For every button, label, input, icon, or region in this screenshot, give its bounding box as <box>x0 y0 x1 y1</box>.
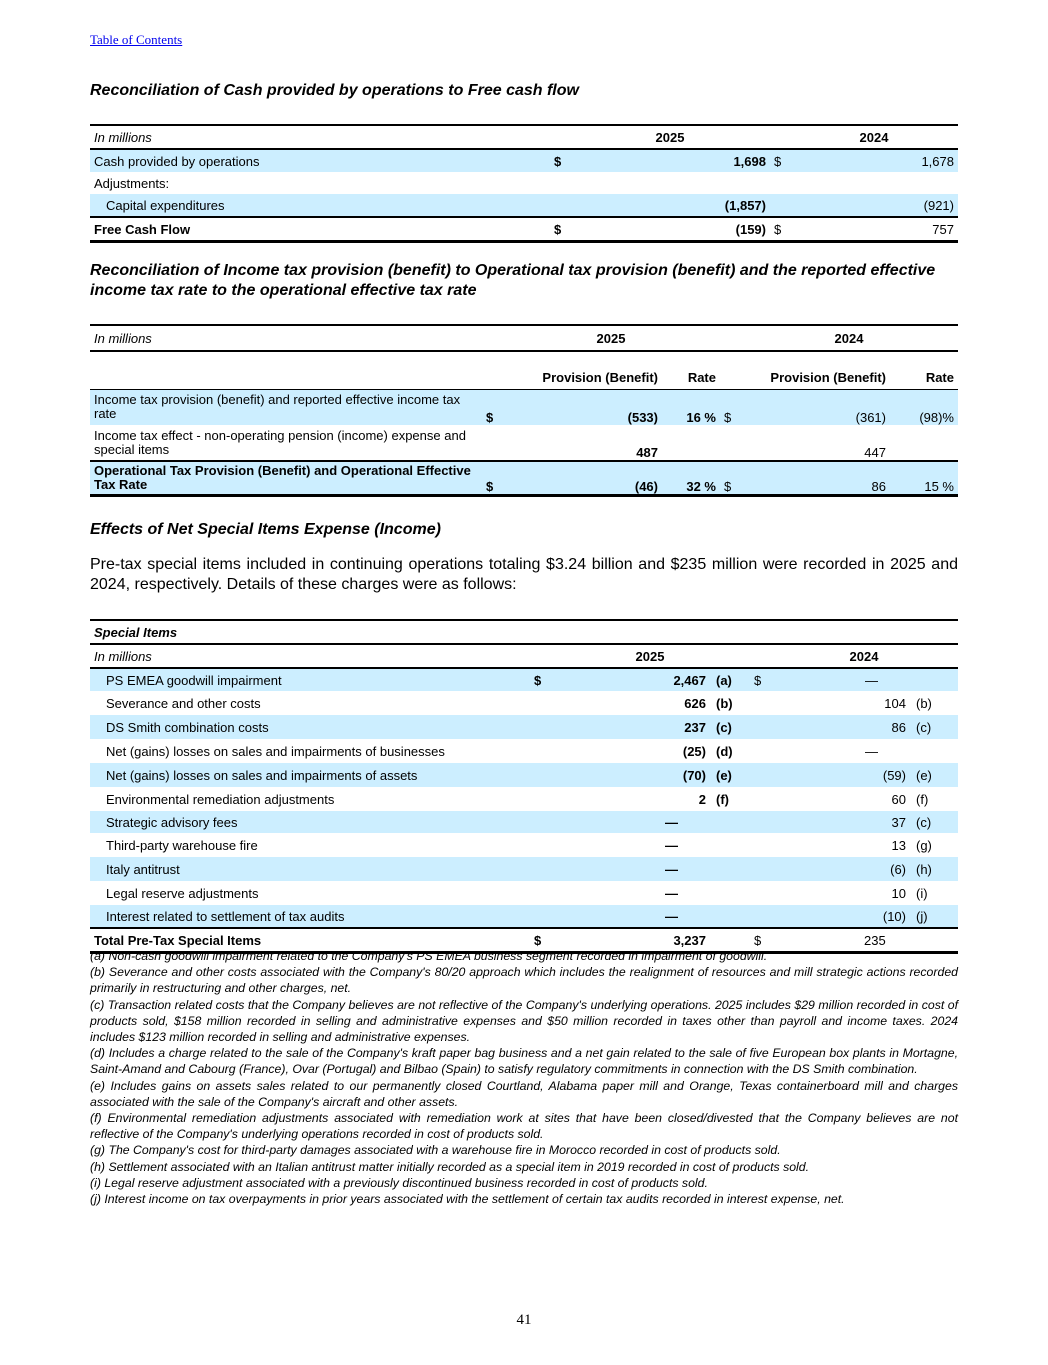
footnote: (e) Includes gains on assets sales related to our permanently closed Courtland, Alabama paper mill and Orange, Texas containerboard mill and charges associated with the sale of the Company's aircraft and other assets. <box>90 1078 958 1109</box>
total-row: Total Pre-Tax Special Items $ 3,237 $ 235 <box>90 928 958 953</box>
footnote: (b) Severance and other costs associated with the Company's 80/20 approach which includes the realignment of resources and mill strategic actions recorded primarily in restructuring and other charges, net. <box>90 965 958 996</box>
footnote: (d) Includes a charge related to the sale of the Company's kraft paper bag business and a net gain related to the sale of five European box plants in Mortagne, Saint-Amand and Cabourg (France), Ovar (Portugal) and Bilbao (Spain) to satisfy regulatory commitments in connection with the DS Smith combination. <box>90 1046 958 1077</box>
special-items-section-title: Effects of Net Special Items Expense (Income) <box>90 521 441 538</box>
table-row: Legal reserve adjustments — 10 (i) <box>106 885 928 901</box>
table-row: Net (gains) losses on sales and impairments of assets (70) (e) (59) (e) <box>90 763 958 787</box>
tax-section-title: Reconciliation of Income tax provision (benefit) to Operational tax provision (benefit) and the reported effective income tax rate to the operational effective tax rate <box>90 262 936 299</box>
special-items-table <box>90 619 958 954</box>
footnotes <box>90 948 958 1207</box>
fcf-table <box>90 124 958 243</box>
footnote: (f) Environmental remediation adjustments associated with remediation work at sites that have been closed/divested that the Company believes are not reflective of the Company's underlying operations recorded in cost of products sold. <box>90 1111 958 1142</box>
unit-label: In millions <box>90 125 550 149</box>
footnote: (h) Settlement associated with an Italian antitrust matter initially recorded as a special item in 2019 recorded in cost of products sold. <box>90 1159 810 1174</box>
footnote: (i) Legal reserve adjustment associated with a previously discontinued business recorded in cost of products sold. <box>90 1175 708 1190</box>
table-row: Adjustments: <box>94 175 170 191</box>
table-row: Cash provided by operations $ 1,698 $ 1,678 <box>90 149 958 172</box>
total-row: Operational Tax Provision (Benefit) and Operational Effective Tax Rate $ (46) 32 % $ 86 15 % <box>90 461 958 495</box>
table-row: Interest related to settlement of tax audits — (10) (j) <box>90 905 958 928</box>
table-row: Capital expenditures (1,857) (921) <box>90 194 958 217</box>
table-header-row <box>90 125 958 149</box>
table-of-contents-link[interactable]: Table of Contents <box>90 32 183 47</box>
tax-table <box>90 324 958 497</box>
table-row: Severance and other costs 626 (b) 104 (b) <box>106 695 932 711</box>
table-row: Income tax effect - non-operating pension (income) expense and special items 487 447 <box>94 427 886 460</box>
footnote: (g) The Company's cost for third-party damages associated with a warehouse fire in Morocco recorded in cost of products sold. <box>90 1143 781 1158</box>
footnote: (j) Interest income on tax overpayments in prior years associated with the settlement of certain tax audits recorded in interest expense, net. <box>90 1192 845 1207</box>
total-row: Free Cash Flow $ (159) $ 757 <box>90 217 958 242</box>
table-title-row: Special Items <box>90 620 958 644</box>
table-row: Italy antitrust — (6) (h) <box>90 857 958 881</box>
table-row: Third-party warehouse fire — 13 (g) <box>106 837 932 853</box>
table-header-row: In millions 2025 2024 <box>90 644 958 668</box>
table-row: Strategic advisory fees — 37 (c) <box>90 811 958 833</box>
table-row: Environmental remediation adjustments 2 (f) 60 (f) <box>106 791 929 807</box>
table-row: PS EMEA goodwill impairment $ 2,467 (a) $ — <box>90 668 958 691</box>
page-number: 41 <box>516 1312 532 1328</box>
footnote: (c) Transaction related costs that the Company believes are not reflective of the Company's underlying operations. 2025 includes $29 million recorded in cost of products sold, $158 million recorded in selling and administrative expenses and $50 million recorded in taxes other than payroll and income taxes. 2024 includes $123 million recorded in selling and administrative expenses. <box>90 997 958 1045</box>
fcf-section-title: Reconciliation of Cash provided by operations to Free cash flow <box>90 82 579 99</box>
special-items-intro: Pre-tax special items included in continuing operations totaling $3.24 billion and $235 million were recorded in 2025 and 2024, respectively. Details of these charges were as follows: <box>90 556 958 593</box>
col-2024: 2024 <box>790 125 958 149</box>
footnote: (a) Non-cash goodwill impairment related to the Company's PS EMEA business segment recorded in impairment of goodwill. <box>90 949 768 963</box>
table-header-row: In millions 2025 2024 <box>90 325 958 351</box>
table-row: Net (gains) losses on sales and impairments of businesses (25) (d) — <box>106 743 878 759</box>
table-row: DS Smith combination costs 237 (c) 86 (c) <box>90 715 958 739</box>
col-2025: 2025 <box>570 125 770 149</box>
subheader-row: Provision (Benefit) Rate Provision (Benefit) Rate <box>542 369 954 385</box>
table-row: Income tax provision (benefit) and reported effective income tax rate $ (533) 16 % $ (361) (98)% <box>90 389 958 425</box>
